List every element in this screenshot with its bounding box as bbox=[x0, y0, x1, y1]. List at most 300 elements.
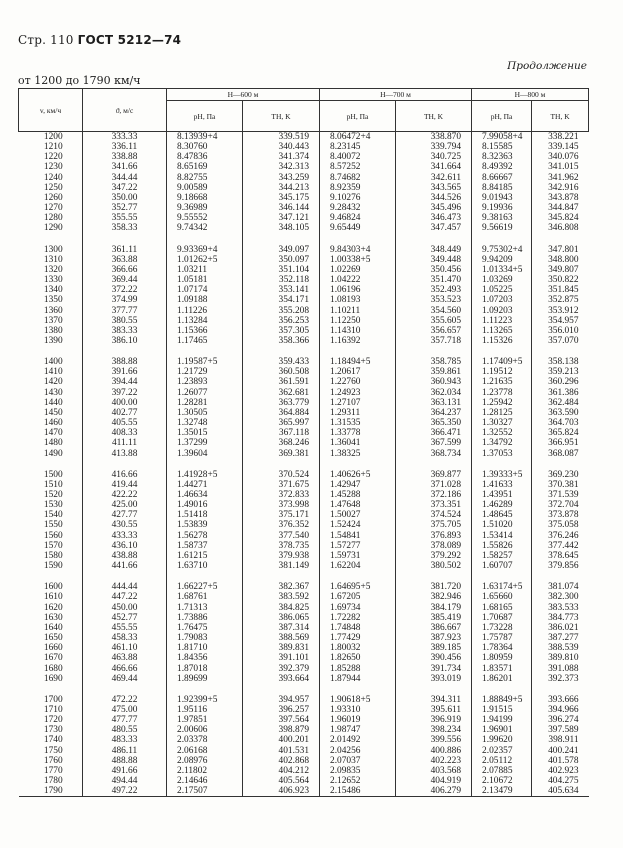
table-row bbox=[19, 776, 589, 786]
cell-temp-600: 392.379 bbox=[243, 664, 320, 674]
table-row bbox=[19, 316, 589, 326]
cell-temp-700: 352.493 bbox=[396, 285, 472, 295]
cell-pressure-600: 1.73886 bbox=[167, 613, 243, 623]
cell-pressure-700: 1.45288 bbox=[320, 490, 396, 500]
cell-pressure-800: 1.32552 bbox=[472, 428, 532, 438]
cell-speed-ms: 469.44 bbox=[83, 674, 167, 684]
table-row bbox=[19, 715, 589, 725]
cell-temp-800: 382.300 bbox=[532, 592, 589, 602]
cell-pressure-800: 1.05225 bbox=[472, 285, 532, 295]
cell-speed-kmh: 1620 bbox=[43, 602, 63, 613]
cell-temp-800: 371.539 bbox=[532, 490, 589, 500]
cell-temp-700: 371.028 bbox=[396, 480, 472, 490]
cell-speed-kmh: 1240 bbox=[43, 172, 63, 183]
cell-pressure-700: 1.38325 bbox=[320, 449, 396, 459]
cell-pressure-800: 1.13265 bbox=[472, 326, 532, 336]
cell-temp-600: 388.569 bbox=[243, 633, 320, 643]
cell-speed-ms: 497.22 bbox=[83, 786, 167, 797]
cell-pressure-800: 1.75787 bbox=[472, 633, 532, 643]
cell-speed-ms: 433.33 bbox=[83, 531, 167, 541]
cell-temp-600: 365.997 bbox=[243, 418, 320, 428]
cell-speed-kmh: 1460 bbox=[43, 418, 63, 429]
cell-pressure-800: 1.60707 bbox=[472, 561, 532, 571]
cell-pressure-700: 1.29311 bbox=[320, 408, 396, 418]
cell-speed-kmh: 1520 bbox=[43, 490, 63, 500]
cell-pressure-600: 8.30760 bbox=[167, 142, 243, 152]
cell-pressure-800: 1.28125 bbox=[472, 408, 532, 418]
cell-pressure-800: 1.63174+5 bbox=[472, 582, 532, 592]
cell-speed-ms: 374.99 bbox=[83, 295, 167, 305]
cell-pressure-700: 1.20617 bbox=[320, 367, 396, 377]
table-row bbox=[19, 613, 589, 623]
cell-pressure-800: 1.86201 bbox=[472, 674, 532, 684]
cell-temp-800: 384.773 bbox=[532, 613, 589, 623]
table-row bbox=[19, 756, 589, 766]
cell-pressure-600: 1.97851 bbox=[167, 715, 243, 725]
table-row bbox=[19, 367, 589, 377]
cell-speed-kmh: 1730 bbox=[43, 725, 63, 736]
cell-speed-ms: 475.00 bbox=[83, 705, 167, 715]
col-header-speed-kmh: v, км/ч bbox=[19, 89, 83, 132]
cell-pressure-700: 1.67205 bbox=[320, 592, 396, 602]
table-row bbox=[19, 735, 589, 745]
cell-speed-ms: 355.55 bbox=[83, 213, 167, 223]
cell-speed-ms: 441.66 bbox=[83, 561, 167, 571]
cell-speed-ms: 488.88 bbox=[83, 756, 167, 766]
cell-pressure-800: 2.02357 bbox=[472, 746, 532, 756]
table-row bbox=[19, 705, 589, 715]
cell-pressure-600: 9.55552 bbox=[167, 213, 243, 223]
cell-temp-800: 394.966 bbox=[532, 705, 589, 715]
cell-pressure-700: 1.82650 bbox=[320, 653, 396, 663]
table-row bbox=[19, 438, 589, 448]
cell-pressure-800: 1.55826 bbox=[472, 541, 532, 551]
cell-temp-800: 365.824 bbox=[532, 428, 589, 438]
cell-speed-kmh: 1700 bbox=[43, 694, 63, 705]
cell-temp-800: 357.070 bbox=[532, 336, 589, 346]
cell-speed-ms: 344.44 bbox=[83, 173, 167, 183]
cell-pressure-700: 1.24923 bbox=[320, 388, 396, 398]
cell-pressure-600: 8.65169 bbox=[167, 162, 243, 172]
cell-temp-600: 378.735 bbox=[243, 541, 320, 551]
cell-temp-800: 388.539 bbox=[532, 643, 589, 653]
cell-pressure-700: 2.04256 bbox=[320, 746, 396, 756]
cell-speed-ms: 383.33 bbox=[83, 326, 167, 336]
cell-speed-kmh: 1770 bbox=[43, 765, 63, 776]
table-row bbox=[19, 449, 589, 459]
cell-temp-700: 351.470 bbox=[396, 275, 472, 285]
cell-temp-800: 386.021 bbox=[532, 623, 589, 633]
cell-pressure-800: 1.15326 bbox=[472, 336, 532, 346]
table-row bbox=[19, 500, 589, 510]
cell-temp-800: 396.274 bbox=[532, 715, 589, 725]
cell-pressure-600: 9.74342 bbox=[167, 223, 243, 233]
cell-temp-800: 344.847 bbox=[532, 203, 589, 213]
cell-temp-600: 364.884 bbox=[243, 408, 320, 418]
cell-temp-700: 391.734 bbox=[396, 664, 472, 674]
cell-pressure-800: 2.05112 bbox=[472, 756, 532, 766]
table-row bbox=[19, 255, 589, 265]
cell-temp-600: 377.540 bbox=[243, 531, 320, 541]
cell-pressure-700: 8.23145 bbox=[320, 142, 396, 152]
cell-temp-600: 369.381 bbox=[243, 449, 320, 459]
cell-pressure-800: 1.09203 bbox=[472, 306, 532, 316]
cell-pressure-800: 1.53414 bbox=[472, 531, 532, 541]
table-row bbox=[19, 265, 589, 275]
cell-temp-800: 346.808 bbox=[532, 223, 589, 233]
cell-pressure-800: 9.19936 bbox=[472, 203, 532, 213]
cell-speed-ms: 444.44 bbox=[83, 582, 167, 592]
cell-pressure-800: 7.99058+4 bbox=[472, 132, 532, 143]
cell-temp-700: 376.893 bbox=[396, 531, 472, 541]
cell-pressure-700: 1.72282 bbox=[320, 613, 396, 623]
cell-temp-600: 376.352 bbox=[243, 520, 320, 530]
cell-pressure-700: 8.92359 bbox=[320, 183, 396, 193]
table-row bbox=[19, 408, 589, 418]
cell-temp-700: 357.718 bbox=[396, 336, 472, 346]
cell-pressure-600: 1.66227+5 bbox=[167, 582, 243, 592]
cell-temp-700: 396.919 bbox=[396, 715, 472, 725]
cell-speed-kmh: 1350 bbox=[43, 295, 63, 306]
cell-temp-700: 395.611 bbox=[396, 705, 472, 715]
cell-temp-600: 350.097 bbox=[243, 255, 320, 265]
table-row bbox=[19, 520, 589, 530]
cell-speed-ms: 369.44 bbox=[83, 275, 167, 285]
cell-temp-600: 343.259 bbox=[243, 173, 320, 183]
cell-temp-700: 365.350 bbox=[396, 418, 472, 428]
cell-temp-700: 380.502 bbox=[396, 561, 472, 571]
table-row bbox=[19, 428, 589, 438]
cell-temp-800: 352.875 bbox=[532, 295, 589, 305]
cell-speed-ms: 338.88 bbox=[83, 152, 167, 162]
cell-temp-600: 359.433 bbox=[243, 357, 320, 367]
col-header-altitude-700: H—700 м bbox=[320, 89, 472, 101]
cell-pressure-800: 1.99620 bbox=[472, 735, 532, 745]
cell-temp-700: 356.657 bbox=[396, 326, 472, 336]
cell-speed-ms: 452.77 bbox=[83, 613, 167, 623]
cell-speed-ms: 425.00 bbox=[83, 500, 167, 510]
group-spacer bbox=[19, 684, 589, 695]
cell-speed-kmh: 1270 bbox=[43, 203, 63, 214]
cell-temp-700: 350.456 bbox=[396, 265, 472, 275]
table-row bbox=[19, 653, 589, 663]
cell-pressure-600: 9.00589 bbox=[167, 183, 243, 193]
cell-pressure-600: 2.00606 bbox=[167, 725, 243, 735]
cell-pressure-800: 2.07885 bbox=[472, 766, 532, 776]
cell-speed-kmh: 1400 bbox=[43, 357, 63, 368]
cell-pressure-600: 2.14646 bbox=[167, 776, 243, 786]
table-row bbox=[19, 183, 589, 193]
cell-pressure-600: 1.05181 bbox=[167, 275, 243, 285]
cell-pressure-800: 1.88849+5 bbox=[472, 695, 532, 705]
cell-temp-600: 383.592 bbox=[243, 592, 320, 602]
table-row bbox=[19, 418, 589, 428]
cell-pressure-700: 1.10211 bbox=[320, 306, 396, 316]
cell-speed-ms: 450.00 bbox=[83, 603, 167, 613]
cell-pressure-600: 1.58737 bbox=[167, 541, 243, 551]
cell-speed-ms: 341.66 bbox=[83, 162, 167, 172]
col-header-temperature: TH, K bbox=[243, 101, 320, 132]
table-row bbox=[19, 336, 589, 346]
group-spacer bbox=[19, 571, 589, 582]
cell-temp-800: 364.703 bbox=[532, 418, 589, 428]
cell-speed-kmh: 1430 bbox=[43, 387, 63, 398]
cell-temp-800: 402.923 bbox=[532, 766, 589, 776]
cell-pressure-700: 9.65449 bbox=[320, 223, 396, 233]
cell-temp-700: 399.556 bbox=[396, 735, 472, 745]
cell-temp-800: 338.221 bbox=[532, 132, 589, 143]
cell-pressure-700: 8.57252 bbox=[320, 162, 396, 172]
cell-pressure-700: 1.90618+5 bbox=[320, 695, 396, 705]
cell-pressure-600: 1.63710 bbox=[167, 561, 243, 571]
cell-speed-ms: 491.66 bbox=[83, 766, 167, 776]
col-header-temperature: TH, K bbox=[396, 101, 472, 132]
cell-pressure-800: 1.48645 bbox=[472, 510, 532, 520]
cell-pressure-600: 1.11226 bbox=[167, 306, 243, 316]
cell-speed-ms: 477.77 bbox=[83, 715, 167, 725]
cell-temp-700: 364.237 bbox=[396, 408, 472, 418]
cell-pressure-600: 1.19587+5 bbox=[167, 357, 243, 367]
cell-pressure-700: 1.74848 bbox=[320, 623, 396, 633]
table-row bbox=[19, 674, 589, 684]
cell-temp-700: 345.496 bbox=[396, 203, 472, 213]
cell-temp-800: 379.856 bbox=[532, 561, 589, 571]
col-header-speed-ms: ϑ, м/с bbox=[83, 89, 167, 132]
cell-pressure-800: 1.83571 bbox=[472, 664, 532, 674]
cell-temp-600: 394.957 bbox=[243, 695, 320, 705]
cell-temp-800: 340.076 bbox=[532, 152, 589, 162]
cell-temp-600: 391.101 bbox=[243, 653, 320, 663]
cell-pressure-700: 1.36041 bbox=[320, 438, 396, 448]
cell-pressure-800: 1.51020 bbox=[472, 520, 532, 530]
cell-pressure-600: 1.01262+5 bbox=[167, 255, 243, 265]
cell-pressure-700: 1.62204 bbox=[320, 561, 396, 571]
cell-temp-600: 361.591 bbox=[243, 377, 320, 387]
cell-pressure-700: 1.31535 bbox=[320, 418, 396, 428]
cell-speed-ms: 358.33 bbox=[83, 223, 167, 233]
cell-pressure-600: 1.28281 bbox=[167, 398, 243, 408]
cell-temp-600: 351.104 bbox=[243, 265, 320, 275]
cell-temp-700: 400.886 bbox=[396, 746, 472, 756]
cell-pressure-600: 1.26077 bbox=[167, 388, 243, 398]
group-spacer bbox=[19, 459, 589, 470]
cell-temp-600: 352.118 bbox=[243, 275, 320, 285]
table-row bbox=[19, 377, 589, 387]
cell-pressure-700: 1.93310 bbox=[320, 705, 396, 715]
cell-temp-700: 339.794 bbox=[396, 142, 472, 152]
cell-pressure-600: 2.06168 bbox=[167, 746, 243, 756]
cell-pressure-700: 1.57277 bbox=[320, 541, 396, 551]
cell-speed-ms: 347.22 bbox=[83, 183, 167, 193]
cell-pressure-800: 9.01943 bbox=[472, 193, 532, 203]
cell-temp-600: 401.531 bbox=[243, 746, 320, 756]
cell-pressure-800: 1.37053 bbox=[472, 449, 532, 459]
cell-temp-600: 358.366 bbox=[243, 336, 320, 346]
cell-temp-800: 366.951 bbox=[532, 438, 589, 448]
cell-speed-kmh: 1530 bbox=[43, 500, 63, 511]
cell-speed-kmh: 1310 bbox=[43, 254, 63, 265]
cell-temp-700: 402.223 bbox=[396, 756, 472, 766]
cell-temp-700: 347.457 bbox=[396, 223, 472, 233]
cell-speed-ms: 427.77 bbox=[83, 510, 167, 520]
cell-speed-kmh: 1440 bbox=[43, 397, 63, 408]
cell-speed-kmh: 1500 bbox=[43, 469, 63, 480]
cell-pressure-800: 1.39333+5 bbox=[472, 470, 532, 480]
table-row bbox=[19, 388, 589, 398]
cell-pressure-800: 1.96901 bbox=[472, 725, 532, 735]
cell-pressure-800: 9.38163 bbox=[472, 213, 532, 223]
cell-pressure-800: 8.32363 bbox=[472, 152, 532, 162]
cell-pressure-600: 8.47836 bbox=[167, 152, 243, 162]
cell-speed-ms: 388.88 bbox=[83, 357, 167, 367]
cell-speed-kmh: 1680 bbox=[43, 663, 63, 674]
cell-temp-600: 397.564 bbox=[243, 715, 320, 725]
cell-pressure-600: 1.89699 bbox=[167, 674, 243, 684]
table-row bbox=[19, 203, 589, 213]
cell-speed-kmh: 1610 bbox=[43, 592, 63, 603]
cell-pressure-600: 9.93369+4 bbox=[167, 245, 243, 255]
cell-temp-700: 389.185 bbox=[396, 643, 472, 653]
group-spacer bbox=[19, 346, 589, 357]
cell-speed-ms: 438.88 bbox=[83, 551, 167, 561]
col-header-altitude-600: H—600 м bbox=[167, 89, 320, 101]
cell-speed-ms: 333.33 bbox=[83, 132, 167, 143]
cell-pressure-600: 1.84356 bbox=[167, 653, 243, 663]
cell-pressure-600: 1.17465 bbox=[167, 336, 243, 346]
cell-speed-kmh: 1590 bbox=[43, 561, 63, 572]
cell-pressure-600: 1.30505 bbox=[167, 408, 243, 418]
cell-speed-kmh: 1330 bbox=[43, 275, 63, 286]
cell-temp-600: 382.367 bbox=[243, 582, 320, 592]
cell-pressure-700: 2.09835 bbox=[320, 766, 396, 776]
table-row bbox=[19, 470, 589, 480]
cell-temp-600: 406.923 bbox=[243, 786, 320, 797]
cell-speed-ms: 408.33 bbox=[83, 428, 167, 438]
cell-temp-800: 397.589 bbox=[532, 725, 589, 735]
cell-speed-kmh: 1780 bbox=[43, 776, 63, 787]
cell-pressure-600: 2.11802 bbox=[167, 766, 243, 776]
cell-speed-kmh: 1250 bbox=[43, 182, 63, 193]
cell-pressure-600: 1.21729 bbox=[167, 367, 243, 377]
cell-pressure-600: 1.03211 bbox=[167, 265, 243, 275]
cell-speed-kmh: 1580 bbox=[43, 550, 63, 561]
cell-temp-800: 356.010 bbox=[532, 326, 589, 336]
cell-temp-600: 405.564 bbox=[243, 776, 320, 786]
cell-temp-800: 400.241 bbox=[532, 746, 589, 756]
cell-temp-800: 361.386 bbox=[532, 388, 589, 398]
cell-temp-600: 367.118 bbox=[243, 428, 320, 438]
cell-temp-700: 403.568 bbox=[396, 766, 472, 776]
cell-temp-800: 381.074 bbox=[532, 582, 589, 592]
cell-speed-ms: 480.55 bbox=[83, 725, 167, 735]
cell-temp-800: 387.277 bbox=[532, 633, 589, 643]
cell-pressure-600: 1.13284 bbox=[167, 316, 243, 326]
cell-pressure-700: 1.87944 bbox=[320, 674, 396, 684]
cell-temp-600: 387.314 bbox=[243, 623, 320, 633]
cell-temp-700: 367.599 bbox=[396, 438, 472, 448]
cell-pressure-800: 8.15585 bbox=[472, 142, 532, 152]
cell-pressure-700: 1.47648 bbox=[320, 500, 396, 510]
cell-speed-kmh: 1630 bbox=[43, 612, 63, 623]
cell-pressure-600: 1.39604 bbox=[167, 449, 243, 459]
cell-speed-kmh: 1640 bbox=[43, 622, 63, 633]
cell-temp-800: 389.810 bbox=[532, 653, 589, 663]
cell-temp-600: 347.121 bbox=[243, 213, 320, 223]
cell-temp-700: 343.565 bbox=[396, 183, 472, 193]
table-row bbox=[19, 295, 589, 305]
cell-temp-700: 381.720 bbox=[396, 582, 472, 592]
cell-temp-800: 401.578 bbox=[532, 756, 589, 766]
cell-pressure-800: 1.03269 bbox=[472, 275, 532, 285]
table-row bbox=[19, 490, 589, 500]
cell-temp-600: 372.833 bbox=[243, 490, 320, 500]
cell-temp-700: 342.611 bbox=[396, 173, 472, 183]
cell-pressure-700: 9.46824 bbox=[320, 213, 396, 223]
cell-speed-kmh: 1740 bbox=[43, 735, 63, 746]
cell-temp-800: 362.484 bbox=[532, 398, 589, 408]
cell-speed-kmh: 1420 bbox=[43, 377, 63, 388]
table-row bbox=[19, 275, 589, 285]
cell-pressure-600: 9.36989 bbox=[167, 203, 243, 213]
cell-temp-800: 347.801 bbox=[532, 245, 589, 255]
cell-temp-600: 341.374 bbox=[243, 152, 320, 162]
cell-temp-800: 342.916 bbox=[532, 183, 589, 193]
cell-pressure-600: 1.71313 bbox=[167, 603, 243, 613]
table-row bbox=[19, 223, 589, 233]
cell-pressure-600: 1.56278 bbox=[167, 531, 243, 541]
cell-temp-800: 376.246 bbox=[532, 531, 589, 541]
cell-temp-700: 344.526 bbox=[396, 193, 472, 203]
cell-temp-700: 404.919 bbox=[396, 776, 472, 786]
cell-pressure-700: 1.96019 bbox=[320, 715, 396, 725]
cell-speed-kmh: 1230 bbox=[43, 162, 63, 173]
cell-pressure-600: 9.18668 bbox=[167, 193, 243, 203]
cell-temp-700: 341.664 bbox=[396, 162, 472, 172]
cell-speed-ms: 411.11 bbox=[83, 438, 167, 448]
cell-temp-700: 375.705 bbox=[396, 520, 472, 530]
cell-temp-800: 353.912 bbox=[532, 306, 589, 316]
cell-temp-800: 345.824 bbox=[532, 213, 589, 223]
cell-temp-800: 341.962 bbox=[532, 173, 589, 183]
table-row bbox=[19, 285, 589, 295]
cell-temp-700: 394.311 bbox=[396, 695, 472, 705]
cell-speed-kmh: 1260 bbox=[43, 192, 63, 203]
cell-pressure-600: 1.51418 bbox=[167, 510, 243, 520]
cell-pressure-700: 1.80032 bbox=[320, 643, 396, 653]
cell-speed-ms: 458.33 bbox=[83, 633, 167, 643]
cell-temp-600: 370.524 bbox=[243, 470, 320, 480]
table-row bbox=[19, 623, 589, 633]
cell-temp-600: 345.175 bbox=[243, 193, 320, 203]
cell-pressure-700: 1.50027 bbox=[320, 510, 396, 520]
table-row bbox=[19, 480, 589, 490]
cell-speed-kmh: 1490 bbox=[43, 448, 63, 459]
cell-temp-800: 363.590 bbox=[532, 408, 589, 418]
cell-speed-ms: 466.66 bbox=[83, 664, 167, 674]
cell-speed-ms: 472.22 bbox=[83, 695, 167, 705]
cell-temp-600: 362.681 bbox=[243, 388, 320, 398]
cell-temp-600: 398.879 bbox=[243, 725, 320, 735]
cell-temp-700: 384.179 bbox=[396, 603, 472, 613]
cell-pressure-800: 1.80959 bbox=[472, 653, 532, 663]
cell-temp-700: 353.523 bbox=[396, 295, 472, 305]
cell-pressure-700: 1.08193 bbox=[320, 295, 396, 305]
cell-pressure-800: 1.58257 bbox=[472, 551, 532, 561]
cell-temp-700: 406.279 bbox=[396, 786, 472, 797]
table-row bbox=[19, 603, 589, 613]
cell-temp-600: 368.246 bbox=[243, 438, 320, 448]
cell-temp-700: 355.605 bbox=[396, 316, 472, 326]
